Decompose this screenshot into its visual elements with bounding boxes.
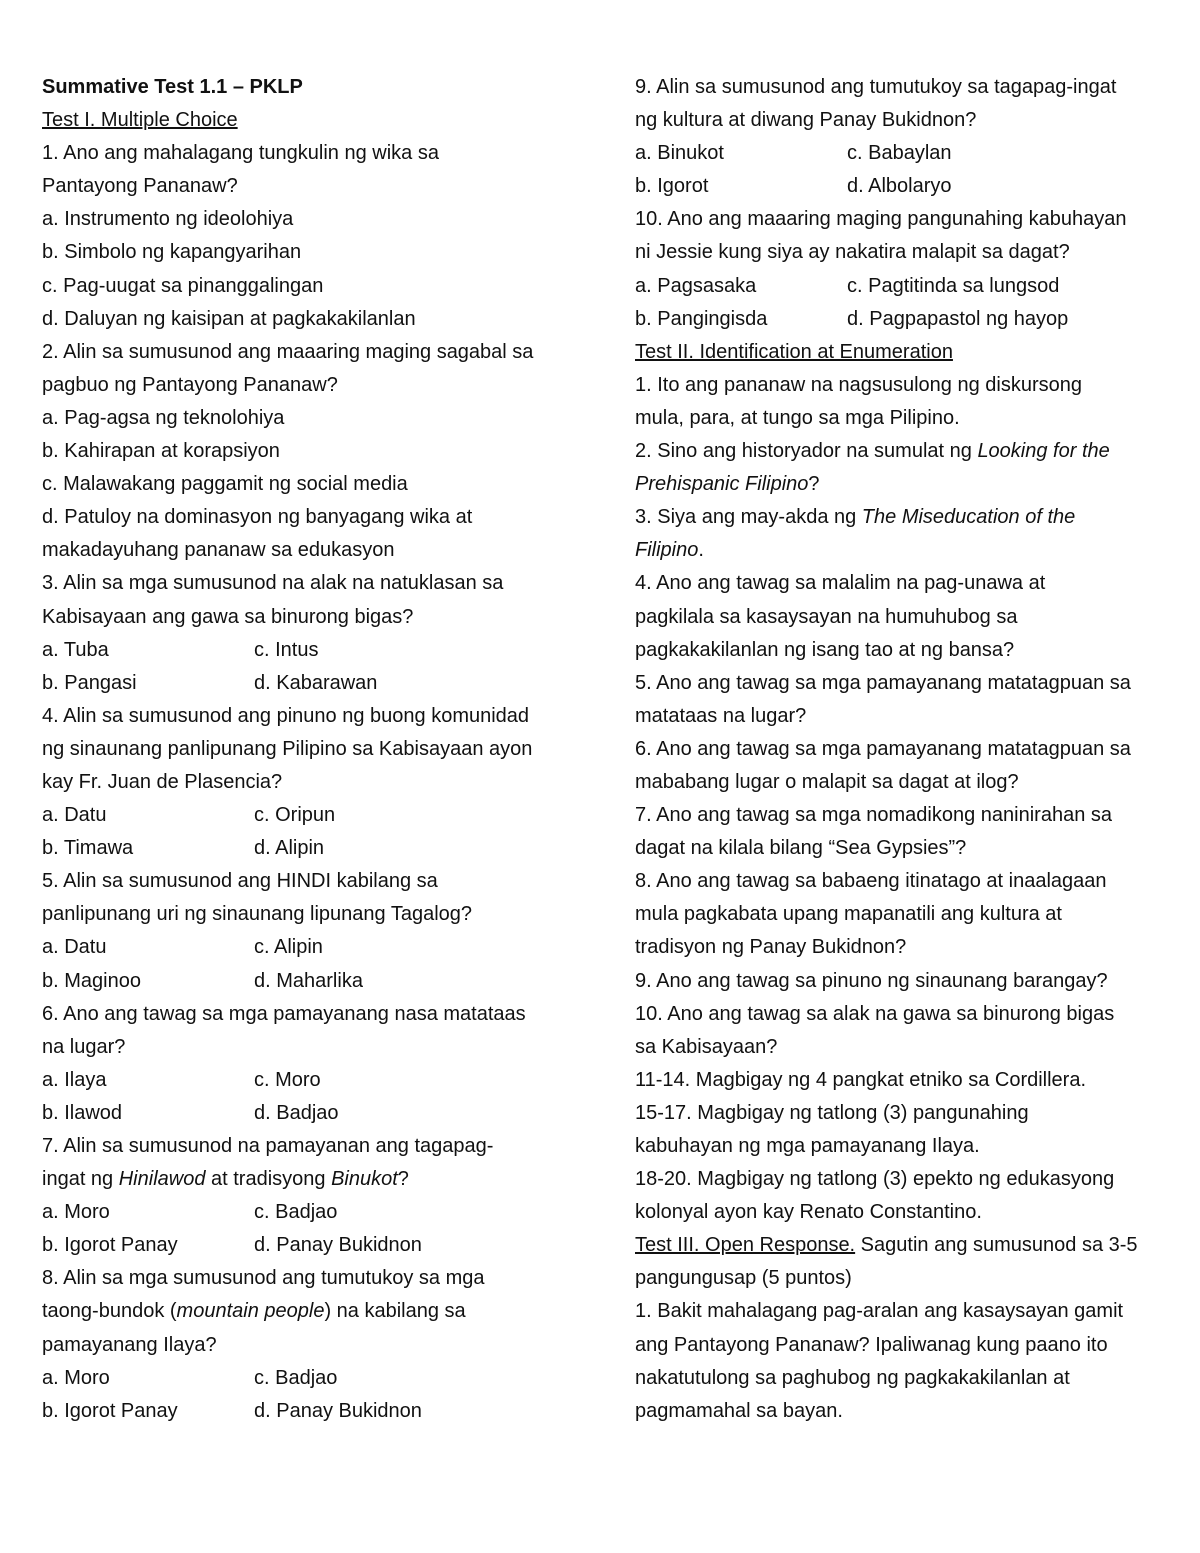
choice-row <box>635 303 1165 336</box>
choice-b: b. Pangasi <box>42 671 137 694</box>
question-text <box>635 468 1165 501</box>
choice-d: d. Badjao <box>254 1101 339 1124</box>
choice-a: a. Moro <box>42 1201 110 1224</box>
question-text: 5. Ano ang tawag sa mga pamayanang matatagpuan sa <box>635 671 1131 694</box>
question-text: 6. Ano ang tawag sa mga pamayanang matatagpuan sa <box>635 737 1131 760</box>
italic-title: Binukot <box>331 1168 398 1191</box>
enumeration-11-14 <box>635 1064 1165 1097</box>
identification-1 <box>635 369 1165 435</box>
choice-a: a. Instrumento ng ideolohiya <box>42 208 294 231</box>
question-text: pagbuo ng Pantayong Pananaw? <box>42 373 338 396</box>
text-run: ? <box>808 473 820 496</box>
question-text <box>42 1295 582 1328</box>
identification-6 <box>635 733 1165 799</box>
choice-c: c. Intus <box>254 638 319 661</box>
question-text <box>635 534 1165 567</box>
choice-d: d. Panay Bukidnon <box>254 1234 422 1257</box>
choice-c: c. Pag-uugat sa pinanggalingan <box>42 274 324 297</box>
choice-row <box>635 270 1165 303</box>
test3-heading: Test III. Open Response. <box>635 1234 856 1257</box>
question-8 <box>42 1262 582 1427</box>
question-text: kabuhayan ng mga pamayanang Ilaya. <box>635 1135 980 1157</box>
choice-row <box>42 667 582 700</box>
question-text: ng sinaunang panlipunang Pilipino sa Kabisayaan ayon <box>42 737 533 760</box>
choice-b: b. Timawa <box>42 837 134 860</box>
question-text: 6. Ano ang tawag sa mga pamayanang nasa matataas <box>42 1002 526 1025</box>
choice-row <box>42 634 582 667</box>
question-text: 10. Ano ang tawag sa alak na gawa sa binurong bigas <box>635 1002 1115 1025</box>
choice-row <box>635 137 1165 170</box>
choice-b: b. Ilawod <box>42 1101 123 1124</box>
choice-b: b. Simbolo ng kapangyarihan <box>42 241 302 264</box>
identification-7 <box>635 799 1165 865</box>
question-text: 7. Ano ang tawag sa mga nomadikong naninirahan sa <box>635 804 1113 827</box>
choice-c: c. Badjao <box>254 1201 338 1224</box>
identification-8 <box>635 865 1165 964</box>
question-7 <box>42 1130 582 1262</box>
choice-d: d. Panay Bukidnon <box>254 1399 422 1422</box>
question-text: 10. Ano ang maaaring maging pangunahing kabuhayan <box>635 208 1127 231</box>
choice-row <box>42 1196 582 1229</box>
choice-a: a. Tuba <box>42 638 109 661</box>
identification-2 <box>635 435 1165 501</box>
italic-title: Hinilawod <box>118 1168 206 1191</box>
question-text: ni Jessie kung siya ay nakatira malapit sa dagat? <box>635 241 1070 264</box>
choice-row <box>42 1064 582 1097</box>
choice-d: d. Alipin <box>254 837 325 860</box>
italic-title: Filipino <box>635 539 699 562</box>
question-text: 8. Alin sa mga sumusunod ang tumutukoy sa mga <box>42 1267 485 1290</box>
choice-a: a. Datu <box>42 804 107 827</box>
question-text: mula, para, at tungo sa mga Pilipino. <box>635 406 960 429</box>
identification-10 <box>635 998 1165 1064</box>
test3-heading-line <box>635 1229 1165 1262</box>
text-run: ) na kabilang sa <box>324 1300 466 1323</box>
question-text: dagat na kilala bilang “Sea Gypsies”? <box>635 837 967 860</box>
test2-heading: Test II. Identification at Enumeration <box>635 340 953 363</box>
question-text: panlipunang uri ng sinaunang lipunang Tagalog? <box>42 903 472 926</box>
question-3 <box>42 567 582 699</box>
question-text <box>42 1163 582 1196</box>
question-text: 8. Ano ang tawag sa babaeng itinatago at inaalagaan <box>635 870 1107 893</box>
question-text: 9. Ano ang tawag sa pinuno ng sinaunang barangay? <box>635 969 1108 992</box>
question-text: Pantayong Pananaw? <box>42 175 238 198</box>
choice-a: a. Pagsasaka <box>635 274 757 297</box>
right-column <box>635 71 1165 1428</box>
question-text: na lugar? <box>42 1035 126 1058</box>
choice-c: c. Badjao <box>254 1366 338 1389</box>
choice-row <box>42 1395 582 1428</box>
test3-instructions: Sagutin ang sumusunod sa 3-5 <box>855 1234 1138 1257</box>
enumeration-15-17 <box>635 1097 1165 1163</box>
choice-row <box>635 170 1165 203</box>
choice-b: b. Igorot Panay <box>42 1234 178 1257</box>
question-text: kay Fr. Juan de Plasencia? <box>42 770 283 793</box>
question-text: 11-14. Magbigay ng 4 pangkat etniko sa Cordillera. <box>635 1068 1087 1091</box>
question-text: 5. Alin sa sumusunod ang HINDI kabilang sa <box>42 870 438 893</box>
choice-b: b. Kahirapan at korapsiyon <box>42 440 280 463</box>
question-text: pagkakakilanlan ng isang tao at ng bansa? <box>635 638 1015 661</box>
text-run: . <box>698 539 704 562</box>
text-run: 3. Siya ang may-akda ng <box>635 506 862 529</box>
question-text: mababang lugar o malapit sa dagat at ilog? <box>635 770 1019 793</box>
choice-row <box>42 1229 582 1262</box>
question-text: 1. Ito ang pananaw na nagsusulong ng diskursong <box>635 373 1083 396</box>
choice-c: c. Babaylan <box>847 142 952 165</box>
choice-d: d. Albolaryo <box>847 175 952 198</box>
question-text: matataas na lugar? <box>635 704 807 727</box>
text-run: taong-bundok ( <box>42 1300 177 1323</box>
italic-title: Prehispanic Filipino <box>635 473 809 496</box>
choice-b: b. Igorot Panay <box>42 1399 178 1422</box>
question-text: ng kultura at diwang Panay Bukidnon? <box>635 109 977 132</box>
question-text: 7. Alin sa sumusunod na pamayanan ang tagapag- <box>42 1135 494 1157</box>
question-9 <box>635 71 1165 203</box>
question-text <box>635 435 1165 468</box>
open-response-1 <box>635 1295 1165 1427</box>
identification-4 <box>635 567 1165 666</box>
question-10 <box>635 203 1165 335</box>
question-text: 3. Alin sa mga sumusunod na alak na natuklasan sa <box>42 572 504 595</box>
text-run: ? <box>397 1168 409 1191</box>
test3-instructions-cont: pangungusap (5 puntos) <box>635 1267 852 1290</box>
choice-a: a. Datu <box>42 936 107 959</box>
choice-row <box>42 931 582 964</box>
left-column <box>42 71 582 1428</box>
identification-3 <box>635 501 1165 567</box>
question-text: 15-17. Magbigay ng tatlong (3) pangunahing <box>635 1101 1029 1124</box>
choice-c: c. Pagtitinda sa lungsod <box>847 274 1060 297</box>
question-5 <box>42 865 582 997</box>
choice-c: c. Alipin <box>254 936 323 959</box>
question-text: 18-20. Magbigay ng tatlong (3) epekto ng edukasyong <box>635 1168 1115 1191</box>
choice-c: c. Moro <box>254 1068 321 1091</box>
question-text: pagmamahal sa bayan. <box>635 1399 843 1422</box>
identification-9 <box>635 965 1165 998</box>
question-text: tradisyon ng Panay Bukidnon? <box>635 936 907 959</box>
choice-a: a. Pag-agsa ng teknolohiya <box>42 406 285 429</box>
question-6 <box>42 998 582 1130</box>
choice-b: b. Igorot <box>635 175 709 198</box>
text-run: at tradisyong <box>205 1168 332 1191</box>
test1-heading: Test I. Multiple Choice <box>42 109 238 132</box>
choice-row <box>42 832 582 865</box>
document-title: Summative Test 1.1 – PKLP <box>42 76 303 98</box>
choice-d: d. Daluyan ng kaisipan at pagkakakilanlan <box>42 307 416 330</box>
question-text: nakatutulong sa paghubog ng pagkakakilanlan at <box>635 1366 1070 1389</box>
italic-term: mountain people <box>176 1300 325 1323</box>
choice-a: a. Moro <box>42 1366 110 1389</box>
question-text: sa Kabisayaan? <box>635 1035 778 1058</box>
choice-d: d. Pagpapastol ng hayop <box>847 307 1069 330</box>
italic-title: Looking for the <box>977 440 1110 463</box>
question-1 <box>42 137 582 336</box>
question-text: 4. Alin sa sumusunod ang pinuno ng buong komunidad <box>42 704 530 727</box>
question-2 <box>42 336 582 568</box>
identification-5 <box>635 667 1165 733</box>
choice-row <box>42 965 582 998</box>
question-text: ang Pantayong Pananaw? Ipaliwanag kung paano ito <box>635 1333 1108 1356</box>
choice-a: a. Binukot <box>635 142 724 165</box>
enumeration-18-20 <box>635 1163 1165 1229</box>
choice-row <box>42 1362 582 1395</box>
choice-b: b. Maginoo <box>42 969 141 992</box>
choice-a: a. Ilaya <box>42 1068 107 1091</box>
choice-c: c. Malawakang paggamit ng social media <box>42 473 408 496</box>
choice-c: c. Oripun <box>254 804 336 827</box>
question-text: mula pagkabata upang mapanatili ang kultura at <box>635 903 1062 926</box>
choice-d: d. Kabarawan <box>254 671 378 694</box>
question-text: 9. Alin sa sumusunod ang tumutukoy sa tagapag-ingat <box>635 76 1117 98</box>
choice-row <box>42 799 582 832</box>
question-text: 2. Alin sa sumusunod ang maaaring maging sagabal sa <box>42 340 534 363</box>
choice-row <box>42 1097 582 1130</box>
question-text: 1. Ano ang mahalagang tungkulin ng wika sa <box>42 142 439 165</box>
choice-d: d. Maharlika <box>254 969 363 992</box>
choice-d: d. Patuloy na dominasyon ng banyagang wika at <box>42 506 473 529</box>
question-4 <box>42 700 582 865</box>
question-text <box>635 501 1165 534</box>
question-text: pamayanang Ilaya? <box>42 1333 217 1356</box>
choice-d-cont: makadayuhang pananaw sa edukasyon <box>42 539 395 562</box>
question-text: Kabisayaan ang gawa sa binurong bigas? <box>42 605 414 628</box>
text-run: 2. Sino ang historyador na sumulat ng <box>635 440 978 463</box>
question-text: 4. Ano ang tawag sa malalim na pag-unawa at <box>635 572 1046 595</box>
question-text: 1. Bakit mahalagang pag-aralan ang kasaysayan gamit <box>635 1300 1124 1323</box>
text-run: ingat ng <box>42 1168 119 1191</box>
question-text: kolonyal ayon kay Renato Constantino. <box>635 1201 982 1224</box>
choice-b: b. Pangingisda <box>635 307 768 330</box>
italic-title: The Miseducation of the <box>861 506 1076 529</box>
question-text: pagkilala sa kasaysayan na humuhubog sa <box>635 605 1018 628</box>
